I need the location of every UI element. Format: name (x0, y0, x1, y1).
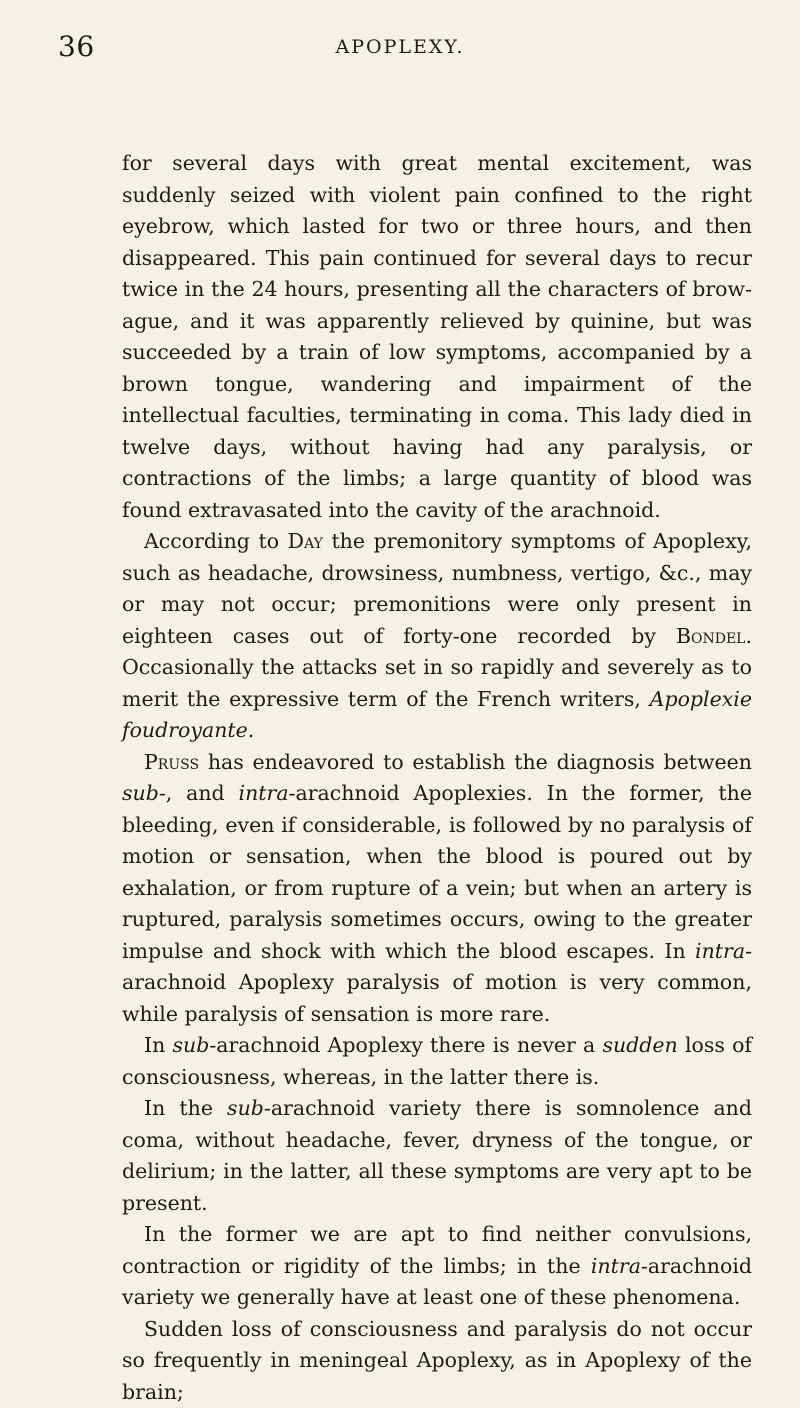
french-term: Apoplexie foudroyante. (122, 687, 752, 743)
paragraph-convulsions: In the former we are apt to find neither convulsions, contraction or rigidity of the limbs; in the intra-arachnoid variety we generally have at least one of these phenomena. (122, 1219, 752, 1314)
paragraph-continued: for several days with great mental excitement, was suddenly seized with violent pain confined to the right eyebrow, which lasted for two or three hours, and then disappeared. This pain continued for several days to recur twice in the 24 hours, presenting all the characters of brow-ague, and it was apparently relieved by quinine, but was succeeded by a train of low symptoms, accompanied by a brown tongue, wandering and impairment of the intellectual faculties, terminating in coma. This lady died in twelve days, without having had any paralysis, or contractions of the limbs; a large quantity of blood was found extravasated into the cavity of the arachnoid. (122, 148, 752, 526)
paragraph-somnolence: In the sub-arachnoid variety there is somnolence and coma, without headache, fever, dryness of the tongue, or delirium; in the latter, all these symptoms are very apt to be present. (122, 1093, 752, 1219)
paragraph-pruss: Pruss has endeavored to establish the diagnosis between sub-, and intra-arachnoid Apoplexies. In the former, the bleeding, even if considerable, is followed by no paralysis of motion or sensation, when the blood is poured out by exhalation, or from rupture of a vein; but when an artery is ruptured, paralysis sometimes occurs, owing to the greater impulse and shock with which the blood escapes. In intra-arachnoid Apoplexy paralysis of motion is very common, while paralysis of sensation is more rare. (122, 747, 752, 1031)
running-head: APOPLEXY. (0, 36, 800, 58)
paragraph-meningeal: Sudden loss of consciousness and paralysis do not occur so frequently in meningeal Apoplexy, as in Apoplexy of the brain; (122, 1314, 752, 1408)
page-header (0, 30, 800, 70)
author-name-day: Day (288, 529, 323, 553)
page-number: 36 (58, 30, 95, 63)
paragraph-sudden-loss: In sub-arachnoid Apoplexy there is never a sudden loss of consciousness, whereas, in the latter there is. (122, 1030, 752, 1093)
author-name-pruss: Pruss (144, 750, 199, 774)
author-name-bondel: Bondel. (676, 624, 752, 648)
body-text (122, 148, 752, 1408)
paragraph-day: According to Day the premonitory symptoms of Apoplexy, such as headache, drowsiness, numbness, vertigo, &c., may or may not occur; premonitions were only present in eighteen cases out of forty-one recorded by Bondel. Occasionally the attacks set in so rapidly and severely as to merit the expressive term of the French writers, Apoplexie foudroyante. (122, 526, 752, 747)
